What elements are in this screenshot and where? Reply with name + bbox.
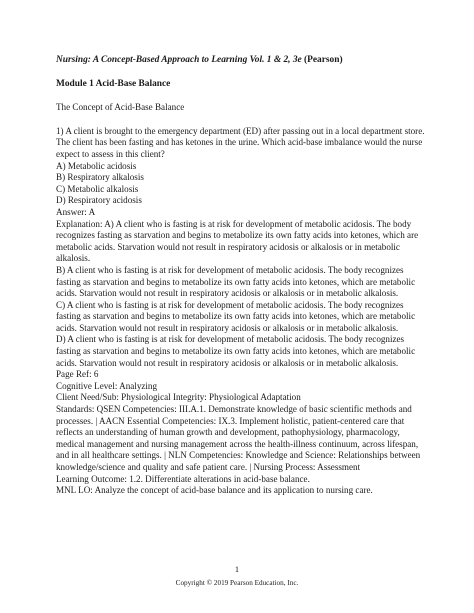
page-content: [56, 55, 426, 497]
explanation-d: D) A client who is fasting is at risk for development of metabolic acidosis. The body recognizes fasting as starvation and begins to metabolize its own fatty acids into ketones, which are metabolic acids. Starvation would not result in respiratory acidosis or alkalosis or in metabolic alkalosis.: [56, 334, 416, 368]
book-title-text: Nursing: A Concept-Based Approach to Learning Vol. 1 & 2, 3e: [56, 55, 302, 65]
explanation-a: Explanation: A) A client who is fasting is at risk for development of metabolic acidosis. The body recognizes fasting as starvation and begins to metabolize its own fatty acids into ketones, which are metabolic acids. Starvation would not result in respiratory acidosis or alkalosis or in metabolic alkalosis.: [56, 218, 419, 264]
module-title: Module 1 Acid-Base Balance: [56, 78, 171, 89]
option-a: A) Metabolic acidosis: [56, 160, 137, 171]
learning-outcome: Learning Outcome: 1.2. Differentiate alterations in acid-base balance.: [56, 473, 310, 484]
client-need: Client Need/Sub: Physiological Integrity: Physiological Adaptation: [56, 392, 301, 403]
publisher: (Pearson): [304, 55, 343, 65]
explanation-c: C) A client who is fasting is at risk for development of metabolic acidosis. The body recognizes fasting as starvation and begins to metabolize its own fatty acids into ketones, which are metabolic acids. Starvation would not result in respiratory acidosis or alkalosis or in metabolic alkalosis.: [56, 299, 416, 333]
cognitive-level: Cognitive Level: Analyzing: [56, 380, 158, 391]
standards: Standards: QSEN Competencies: III.A.1. Demonstrate knowledge of basic scientific methods and processes. | AACN Essential Competencies: IX.3. Implement holistic, patient-centered care that reflects an understanding of human growth and development, pathophysiology, pharmacology, medical management and nursing management across the health-illness continuum, across lifespan, and in all healthcare settings. | NLN Competencies: Knowledge and Science: Relationships between knowledge/science and quality and safe patient care. | Nursing Process: Assessment: [56, 404, 421, 472]
page-ref: Page Ref: 6: [56, 369, 99, 380]
book-title: [56, 55, 426, 67]
section-title: The Concept of Acid-Base Balance: [56, 102, 185, 113]
option-c: C) Metabolic alkalosis: [56, 183, 139, 194]
mnl-lo: MNL LO: Analyze the concept of acid-base balance and its application to nursing care.: [56, 485, 373, 496]
explanation-b: B) A client who is fasting is at risk for development of metabolic acidosis. The body recognizes fasting as starvation and begins to metabolize its own fatty acids into ketones, which are metabolic acids. Starvation would not result in respiratory acidosis or alkalosis or in metabolic alkalosis.: [56, 264, 416, 299]
option-d: D) Respiratory acidosis: [56, 195, 142, 206]
answer: Answer: A: [56, 206, 96, 217]
copyright-footer: Copyright © 2019 Pearson Education, Inc.: [175, 579, 299, 587]
question-stem: 1) A client is brought to the emergency department (ED) after passing out in a local department store. The client has been fasting and has ketones in the urine. Which acid-base imbalance would the nurse expect to assess in this client?: [56, 125, 425, 159]
page-number: 1: [234, 565, 240, 574]
option-b: B) Respiratory alkalosis: [56, 172, 144, 183]
